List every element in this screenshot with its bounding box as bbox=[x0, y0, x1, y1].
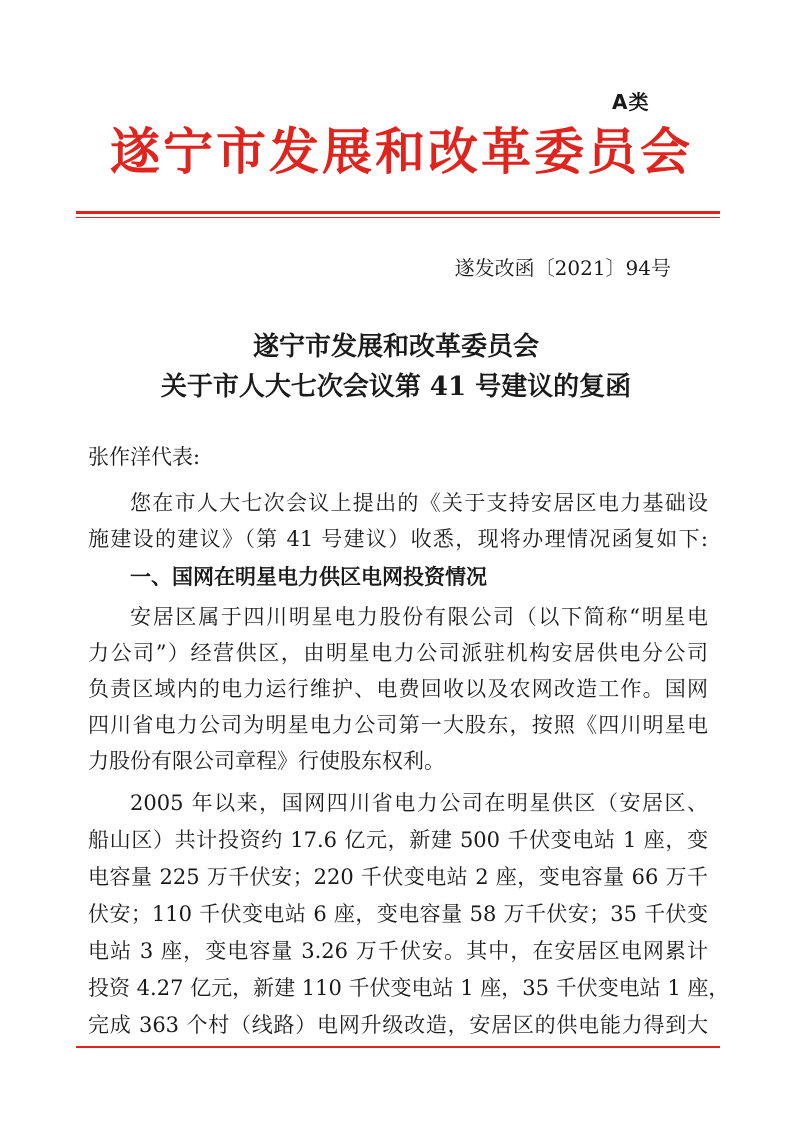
classification-mark: A类 bbox=[612, 90, 650, 114]
paragraph-line: 施建设的建议》（第 41 号建议）收悉，现将办理情况函复如下: bbox=[88, 527, 708, 551]
document-number: 遂发改函〔2021〕94号 bbox=[454, 256, 671, 280]
paragraph-line: 力公司”）经营供区，由明星电力公司派驻机构安居供电分公司 bbox=[88, 641, 708, 665]
paragraph-line: 负责区域内的电力运行维护、电费回收以及农网改造工作。国网 bbox=[88, 677, 708, 701]
red-header-rule-thick bbox=[76, 211, 720, 214]
document-title-line-1: 遂宁市发展和改革委员会 bbox=[252, 332, 539, 362]
paragraph-line: 力股份有限公司章程》行使股东权利。 bbox=[88, 749, 445, 773]
paragraph-line: 电容量 225 万千伏安；220 千伏变电站 2 座，变电容量 66 万千 bbox=[88, 865, 708, 889]
paragraph-line: 投资 4.27 亿元，新建 110 千伏变电站 1 座，35 千伏变电站 1 座， bbox=[88, 976, 730, 1000]
paragraph-line: 完成 363 个村（线路）电网升级改造，安居区的供电能力得到大 bbox=[88, 1013, 708, 1037]
salutation: 张作洋代表: bbox=[88, 445, 201, 469]
section-heading: 一、国网在明星电力供区电网投资情况 bbox=[130, 565, 487, 589]
paragraph-line: 2005 年以来，国网四川省电力公司在明星供区（安居区、 bbox=[130, 791, 708, 815]
red-header-org-title: 遂宁市发展和改革委员会 bbox=[110, 123, 693, 181]
red-footer-rule bbox=[76, 1046, 720, 1048]
red-header-rule-thin bbox=[76, 217, 720, 218]
paragraph-line: 四川省电力公司为明星电力公司第一大股东，按照《四川明星电 bbox=[88, 713, 708, 737]
paragraph-line: 伏安；110 千伏变电站 6 座，变电容量 58 万千伏安；35 千伏变 bbox=[88, 902, 708, 926]
paragraph-line: 您在市人大七次会议上提出的《关于支持安居区电力基础设 bbox=[130, 491, 708, 515]
paragraph-line: 安居区属于四川明星电力股份有限公司（以下简称“明星电 bbox=[130, 605, 708, 629]
paragraph-line: 船山区）共计投资约 17.6 亿元，新建 500 千伏变电站 1 座，变 bbox=[88, 828, 708, 852]
paragraph-line: 电站 3 座，变电容量 3.26 万千伏安。其中，在安居区电网累计 bbox=[88, 939, 708, 963]
document-title-line-2: 关于市人大七次会议第 41 号建议的复函 bbox=[160, 372, 632, 402]
